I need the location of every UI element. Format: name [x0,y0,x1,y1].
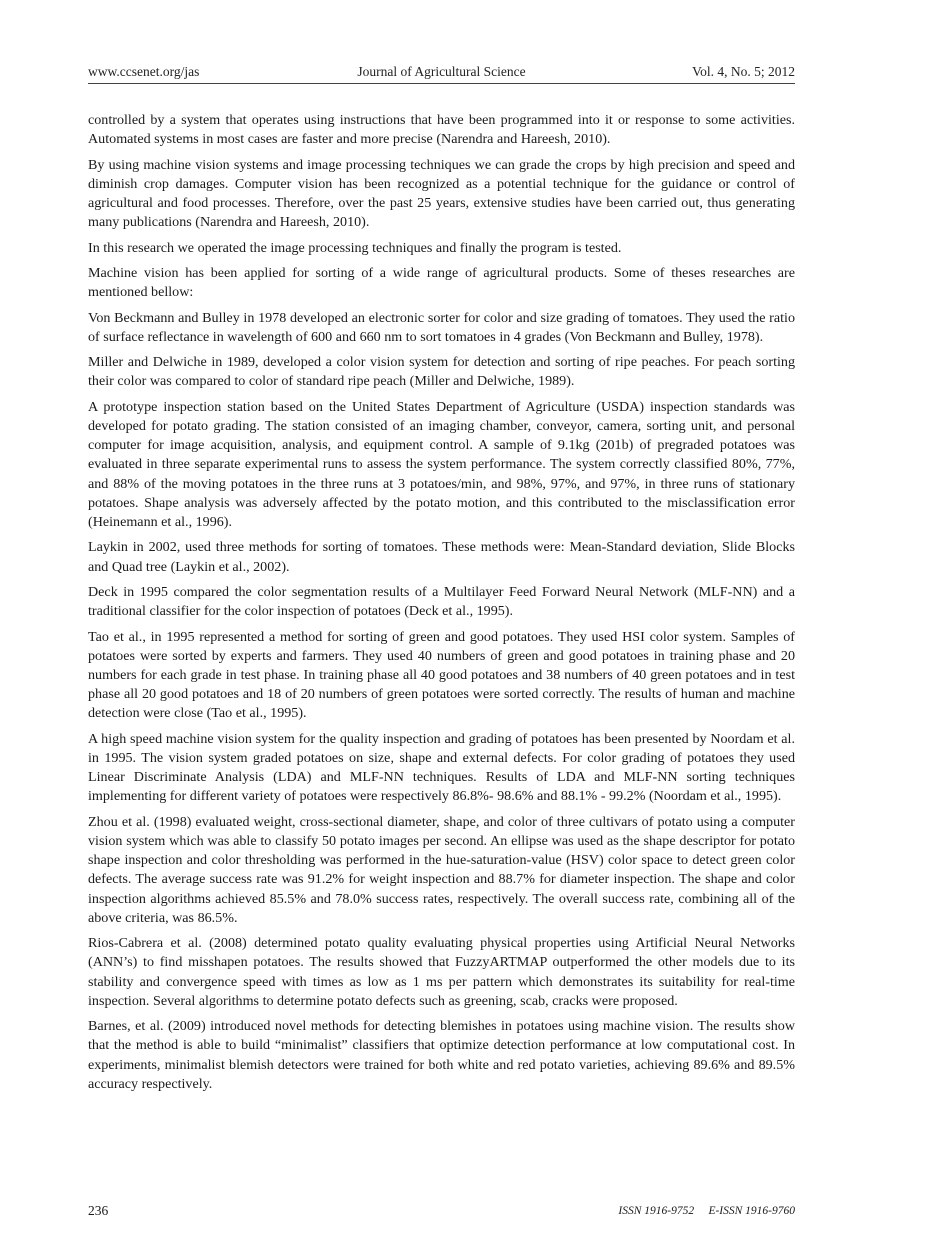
paragraph: Barnes, et al. (2009) introduced novel methods for detecting blemishes in potatoes using machine vision. The results show that the method is able to build “minimalist” classifiers that optimize detection performance at low computational cost. In experiments, minimalist blemish detectors were trained for both white and red potato varieties, achieving 89.6% and 89.5% accuracy respectively. [88,1018,795,1092]
paragraph: controlled by a system that operates using instructions that have been programmed into it or response to some activities. Automated systems in most cases are faster and more precise (Narendra and Hareesh, 2010). [88,112,795,148]
page-footer [88,1202,795,1220]
page-number: 236 [88,1203,109,1218]
paragraph: A high speed machine vision system for the quality inspection and grading of potatoes has been presented by Noordam et al. in 1995. The vision system graded potatoes on size, shape and external defects. For color grading of potatoes they used Linear Discriminate Analysis (LDA) and MLF-NN techniques. Results of LDA and MLF-NN sorting techniques implementing for different variety of potatoes were respectively 86.8%- 98.6% and 88.1% - 99.2% (Noordam et al., 1995). [88,730,795,805]
paragraph: Deck in 1995 compared the color segmentation results of a Multilayer Feed Forward Neural Network (MLF-NN) and a traditional classifier for the color inspection of potatoes (Deck et al., 1995). [88,583,795,620]
paragraph: Machine vision has been applied for sorting of a wide range of agricultural products. Some of theses researches are mentioned bellow: [88,264,795,301]
journal-url: www.ccsenet.org/jas [88,64,200,79]
paragraph: A prototype inspection station based on the United States Department of Agriculture (USDA) inspection standards was developed for potato grading. The station consisted of an imaging chamber, conveyor, camera, sorting unit, and personal computer for image acquisition, analysis, and equipment control. A sample of 9.1kg (201b) of pregraded potatoes was evaluated in three separate experimental runs to assess the system performance. The system correctly classified 80%, 77%, and 88% of the moving potatoes in the three runs at 3 potatoes/min, and 98%, 97%, and 97%, in three runs of stationary potatoes. Shape analysis was adversely affected by the potato motion, and this contributed to the misclassification error (Heinemann et al., 1996). [88,398,795,530]
paragraph: Zhou et al. (1998) evaluated weight, cross-sectional diameter, shape, and color of three cultivars of potato using a computer vision system which was able to classify 50 potato images per second. An ellipse was used as the shape descriptor for potato shape inspection and color thresholding was performed in the hue-saturation-value (HSV) color space to detect green color defects. The average success rate was 91.2% for weight inspection and 88.7% for diameter inspection. The shape and color inspection algorithms achieved 85.5% and 78.0% success rates, respectively. The overall success rate, combining all of the above criteria, was 86.5%. [88,813,795,926]
running-header [88,63,795,81]
issn-info: ISSN 1916-9752 E-ISSN 1916-9760 [618,1205,795,1217]
paragraph: Rios-Cabrera et al. (2008) determined potato quality evaluating physical properties using Artificial Neural Networks (ANN’s) to find misshapen potatoes. The results showed that FuzzyARTMAP outperformed the other models due to its stability and convergence speed with times as low as 1 ms per pattern which demonstrates its suitability for real-time inspection. Several algorithms to determine potato defects such as greening, scab, cracks were proposed. [88,935,795,1009]
volume-info: Vol. 4, No. 5; 2012 [692,64,795,79]
paragraph: In this research we operated the image processing techniques and finally the program is tested. [88,239,622,256]
paragraph: By using machine vision systems and image processing techniques we can grade the crops by high precision and speed and diminish crop damages. Computer vision has been recognized as a potential technique for the guidance or control of agricultural and food processes. Therefore, over the past 25 years, extensive studies have been carried out, thus generating many publications (Narendra and Hareesh, 2010). [88,156,795,231]
paragraph: Tao et al., in 1995 represented a method for sorting of green and good potatoes. They used HSI color system. Samples of potatoes were sorted by experts and farmers. They used 40 numbers of green and good potatoes in training phase and 20 numbers for each grade in test phase. In training phase all 40 good potatoes and 38 numbers of 40 green potatoes and in test phase all 20 good potatoes and 18 of 20 numbers of green potatoes were sorted correctly. The results of human and machine detection were close (Tao et al., 1995). [88,628,795,722]
paragraph: Von Beckmann and Bulley in 1978 developed an electronic sorter for color and size grading of tomatoes. They used the ratio of surface reflectance in wavelength of 600 and 660 nm to sort tomatoes in 4 grades (Von Beckmann and Bulley, 1978). [88,309,795,345]
paragraph: Laykin in 2002, used three methods for sorting of tomatoes. These methods were: Mean-Standard deviation, Slide Blocks and Quad tree (Laykin et al., 2002). [88,539,795,575]
journal-title: Journal of Agricultural Science [357,64,526,79]
header-rule [88,83,795,84]
article-body [88,111,795,1100]
paragraph: Miller and Delwiche in 1989, developed a color vision system for detection and sorting of ripe peaches. For peach sorting their color was compared to color of standard ripe peach (Miller and Delwiche, 1989). [88,354,795,390]
